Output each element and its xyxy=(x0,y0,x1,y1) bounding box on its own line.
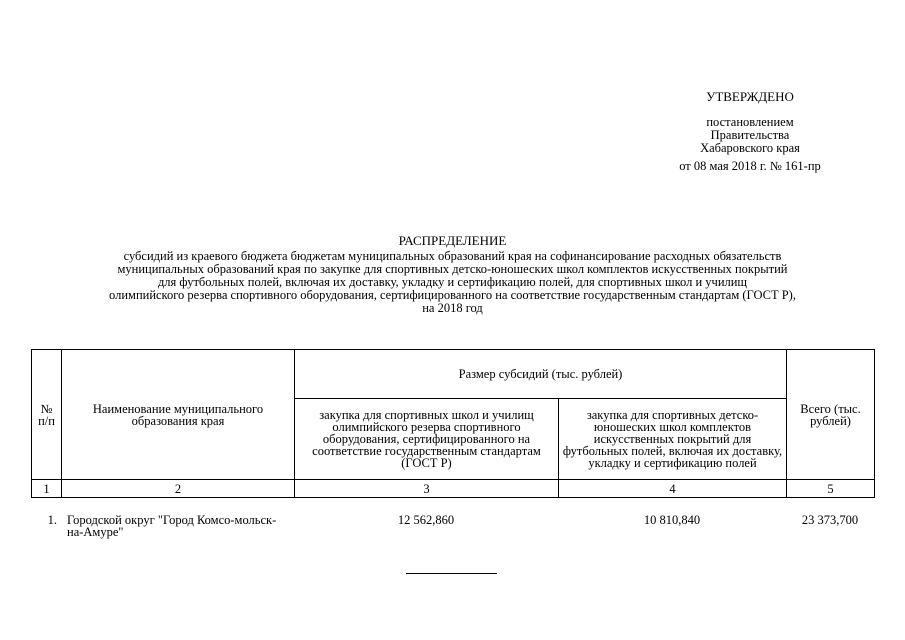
row-number: 1. xyxy=(47,513,57,527)
header-subsidy-group: Размер субсидий (тыс. рублей) xyxy=(295,350,787,399)
row-sports-equipment-amount: 12 562,860 xyxy=(397,513,455,527)
table-row xyxy=(31,514,874,538)
subtitle-line: субсидий из краевого бюджета бюджетам муниципальных образований края на софинансирование расходных обязательств xyxy=(123,249,782,263)
header-sports-equipment: закупка для спортивных школ и училищ олимпийского резерва спортивного оборудования, сертифицированного на соответствие государственным стандартам (ГОСТ Р) xyxy=(295,399,559,480)
approval-line: постановлением xyxy=(706,115,794,129)
approval-line: Правительства xyxy=(710,128,790,142)
column-number: 3 xyxy=(295,480,559,498)
column-number: 4 xyxy=(559,480,787,498)
subtitle-line: муниципальных образований края по закупке для спортивных детско-юношеских школ комплектов искусственных покрытий xyxy=(117,262,788,276)
subsidy-table xyxy=(31,349,875,498)
approval-date: от 08 мая 2018 г. № 161-пр xyxy=(679,159,821,173)
subtitle-line: олимпийского резерва спортивного оборудования, сертифицированного на соответствие государственным стандартам (ГОСТ Р), xyxy=(109,288,796,302)
header-total: Всего (тыс. рублей) xyxy=(787,350,875,480)
subtitle-line: для футбольных полей, включая их доставку, укладку и сертификацию полей, для спортивных школ и училищ xyxy=(157,275,748,289)
row-football-surfaces-amount: 10 810,840 xyxy=(643,513,701,527)
column-number: 2 xyxy=(62,480,295,498)
subtitle-line: на 2018 год xyxy=(422,301,483,315)
row-total-amount: 23 373,700 xyxy=(801,513,859,527)
footer-rule xyxy=(406,573,497,574)
row-municipality: Городской округ "Город Комсо-мольск-на-Амуре" xyxy=(67,513,277,539)
document-title: РАСПРЕДЕЛЕНИЕ xyxy=(398,233,507,248)
header-no: № п/п xyxy=(32,350,62,480)
approval-block xyxy=(630,90,870,173)
approval-line: Хабаровского края xyxy=(700,141,800,155)
header-football-surfaces: закупка для спортивных детско-юношеских школ комплектов искусственных покрытий для футбольных полей, включая их доставку, укладку и сертификацию полей xyxy=(559,399,787,480)
header-name: Наименование муниципального образования края xyxy=(62,350,295,480)
column-number: 5 xyxy=(787,480,875,498)
subsidy-data-rows xyxy=(31,514,874,538)
document-title-block xyxy=(20,234,885,315)
approval-heading: УТВЕРЖДЕНО xyxy=(706,89,794,104)
column-number: 1 xyxy=(32,480,62,498)
